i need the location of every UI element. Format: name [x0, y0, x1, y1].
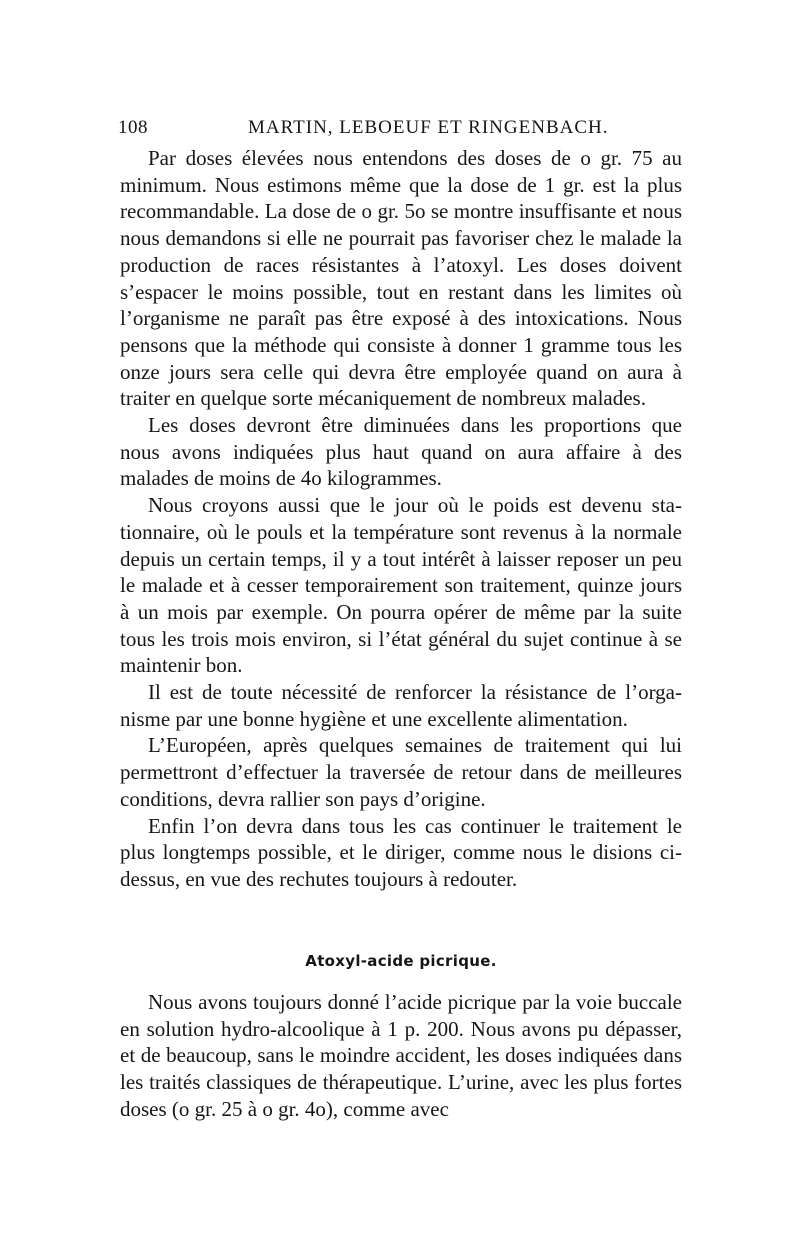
- paragraph-acide-picrique: Nous avons toujours donné l’acide picrique par la voie buccale en solution hydro-alcoolique à 1 p. 200. Nous avons pu dépasser, et de beaucoup, sans le moindre accident, les doses indiquées dans les traités classiques de thérapeutique. L’urine, avec les plus fortes doses (o gr. 25 à o gr. 4o), comme avec: [120, 990, 682, 1121]
- running-title: MARTIN, LEBOEUF ET RINGENBACH.: [248, 117, 609, 138]
- paragraph-resistance: Il est de toute nécessité de renforcer la résistance de l’organisme par une bonne hygiène et une excellente alimentation.: [120, 680, 682, 731]
- section-heading: Atoxyl-acide picrique.: [305, 952, 497, 970]
- section-text: [120, 989, 682, 1123]
- main-text: [120, 145, 682, 893]
- paragraph-europeen: L’Européen, après quelques semaines de traitement qui lui permettront d’effectuer la traversée de retour dans de meilleures conditions, devra rallier son pays d’origine.: [120, 733, 682, 811]
- page-number: 108: [118, 117, 148, 138]
- paragraph-continuer-traitement: Enfin l’on devra dans tous les cas continuer le traitement le plus longtemps possible, et le diriger, comme nous le disions ci-dessus, en vue des rechutes toujours à redouter.: [120, 813, 682, 891]
- running-head: [118, 117, 680, 143]
- paragraph-doses-elevees: Par doses élevées nous entendons des doses de o gr. 75 au minimum. Nous estimons même que la dose de 1 gr. est la plus recommandable. La dose de o gr. 5o se montre insuffisante et nous nous demandons si elle ne pourrait pas favoriser chez le malade la production de races résistantes à l’atoxyl. Les doses doivent s’espacer le moins possible, tout en restant dans les limites où l’organisme ne paraît pas être exposé à des intoxications. Nous pensons que la méthode qui consiste à donner 1 gramme tous les onze jours sera celle qui devra être employée quand on aura à traiter en quelque sorte mécaniquement de nombreux malades.: [120, 146, 682, 411]
- paragraph-doses-diminuees: Les doses devront être diminuées dans les proportions que nous avons indiquées plus haut quand on aura affaire à des malades de moins de 4o kilogrammes.: [120, 413, 682, 491]
- paragraph-repos-traitement: Nous croyons aussi que le jour où le poids est devenu stationnaire, où le pouls et la température sont revenus à la normale depuis un certain temps, il y a tout intérêt à laisser reposer un peu le malade et à cesser temporairement son traitement, quinze jours à un mois par exemple. On pourra opérer de même par la suite tous les trois mois environ, si l’état général du sujet continue à se maintenir bon.: [120, 493, 682, 678]
